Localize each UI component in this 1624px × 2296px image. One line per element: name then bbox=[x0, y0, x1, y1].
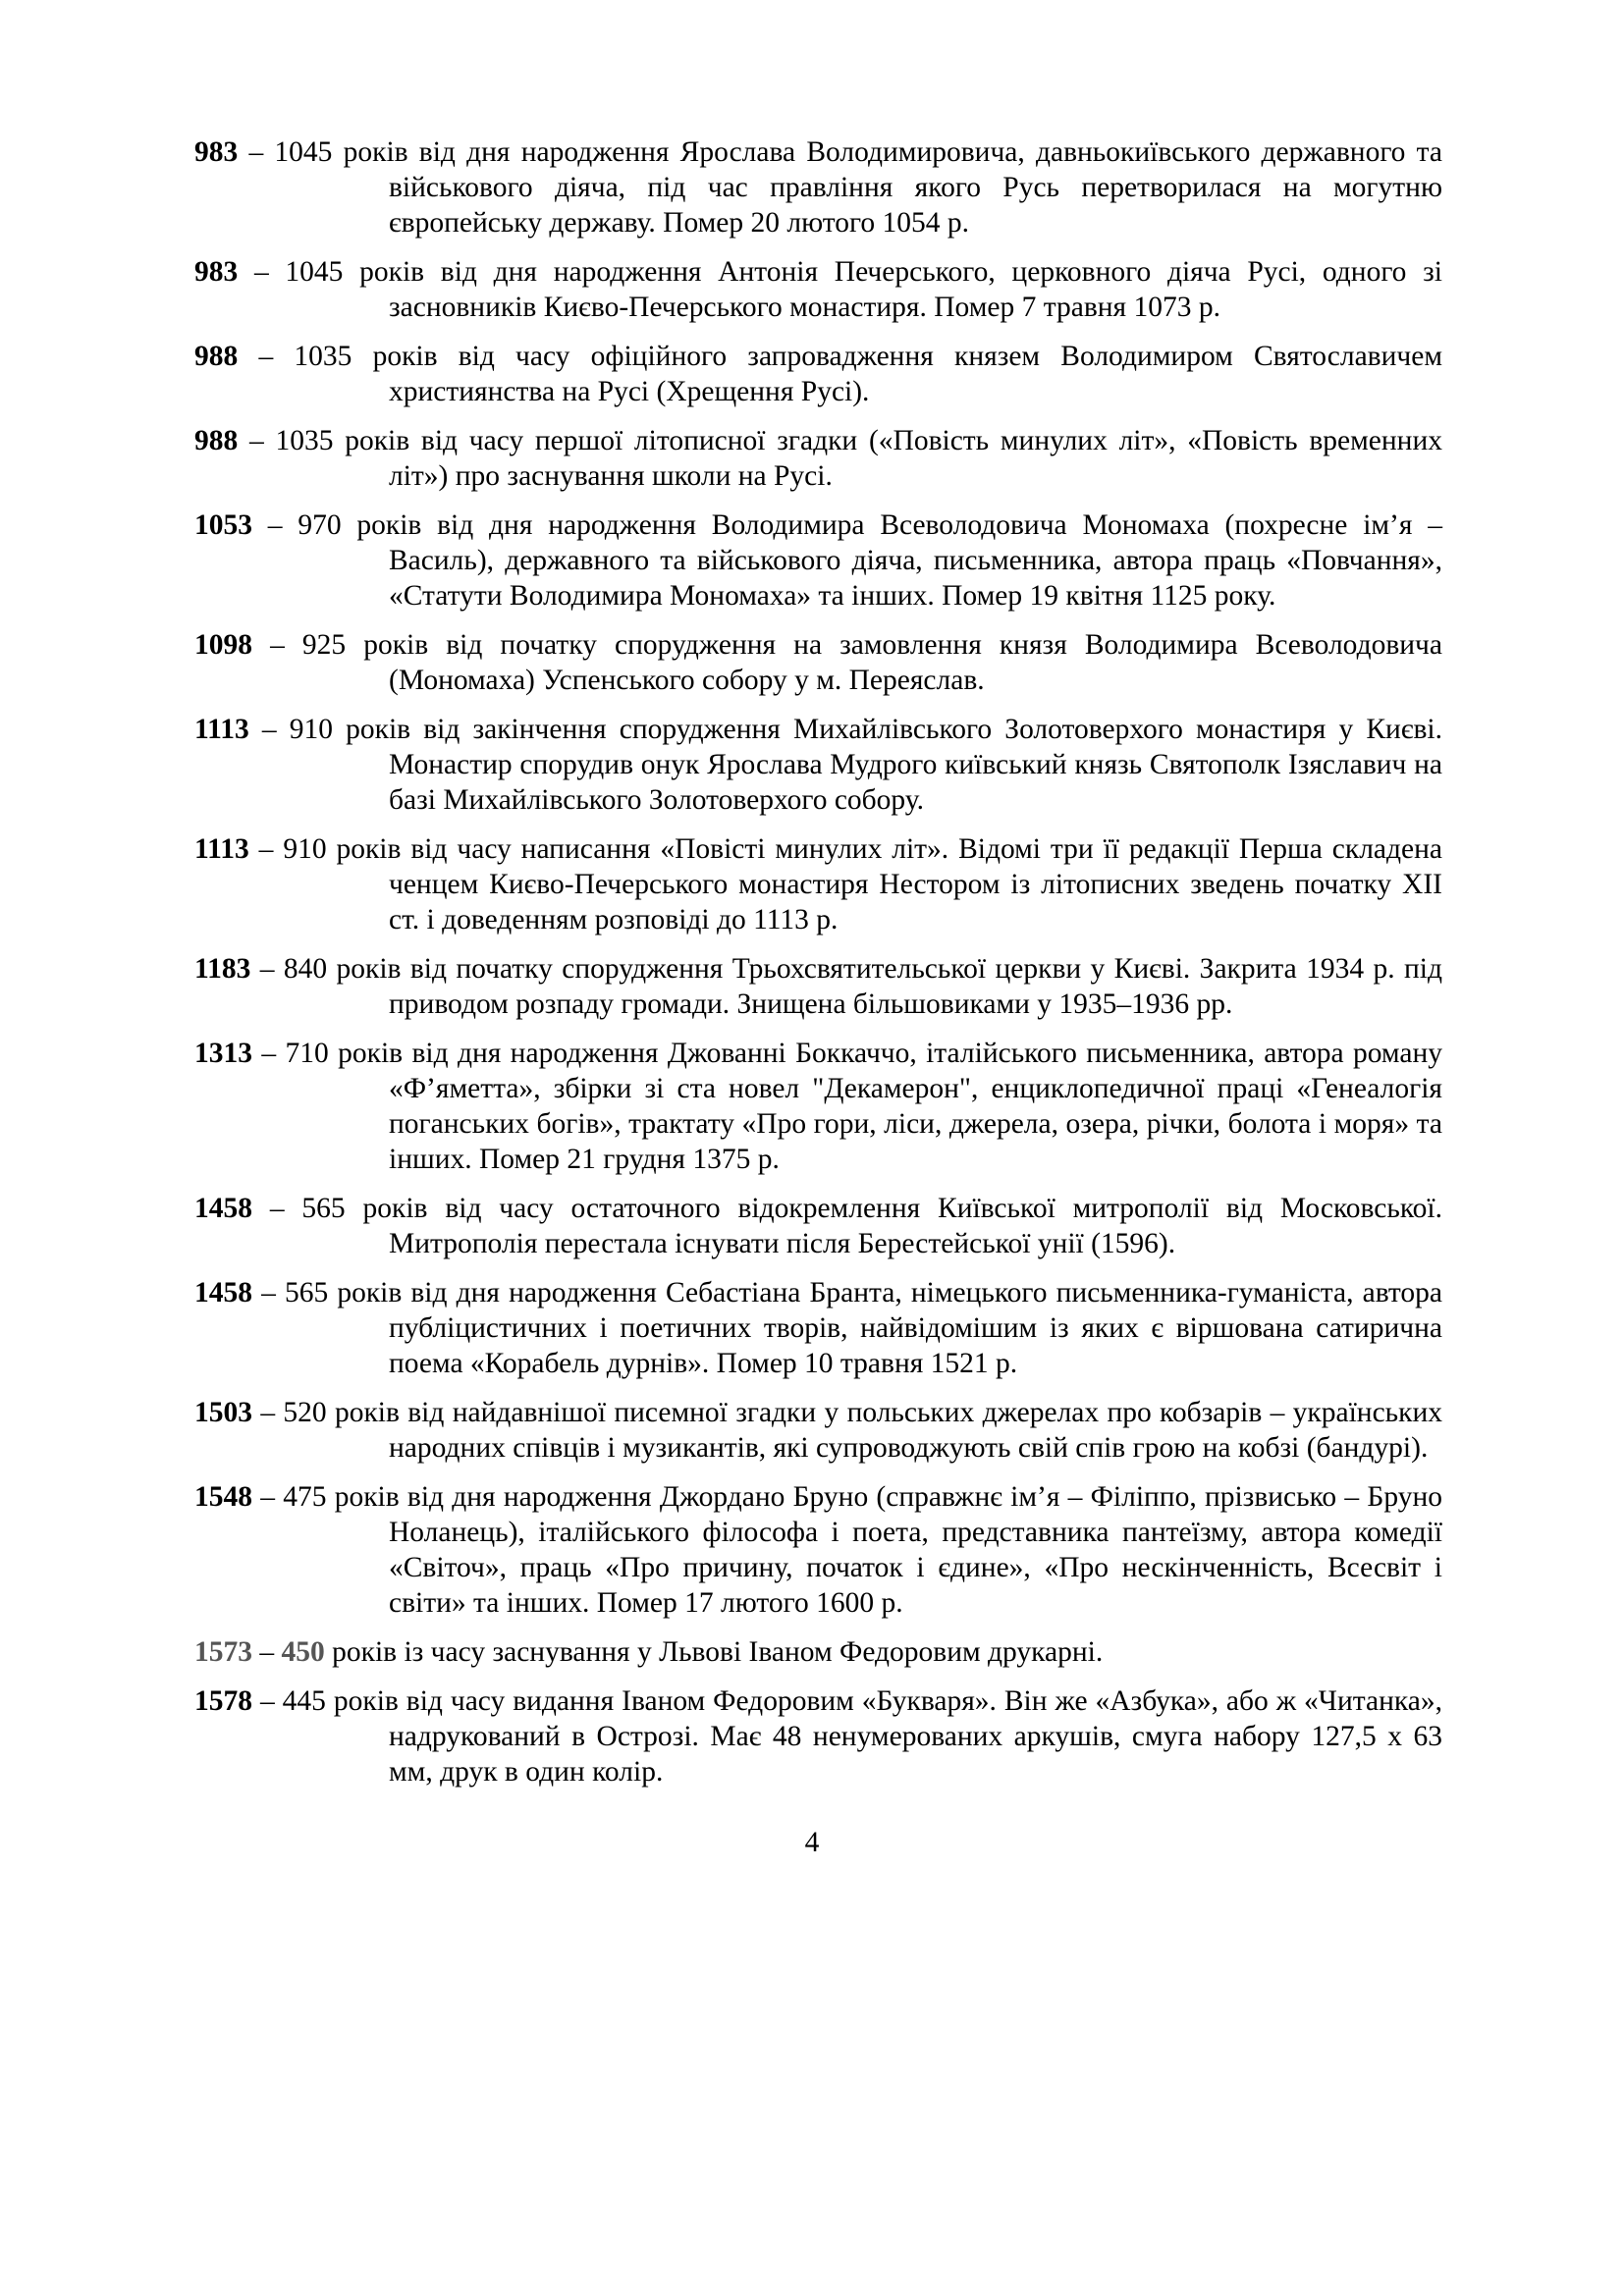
entry-year: 1053 bbox=[194, 509, 252, 541]
entry-text: – 710 років від дня народження Джованні Боккаччо, італійського письменника, автора роману «Ф’яметта», збірки зі ста новел "Декамерон", енциклопедичної праці «Генеалогія поганських богів», трактату «Про гори, ліси, джерела, озера, річки, болота і моря» та інших. Помер 21 грудня 1375 р. bbox=[252, 1038, 1442, 1175]
entry-year: 1458 bbox=[194, 1193, 252, 1224]
chronology-entry bbox=[194, 1683, 1442, 1789]
entry-year: 1113 bbox=[194, 714, 249, 745]
chronology-entry bbox=[194, 831, 1442, 937]
entry-dash: – bbox=[252, 1636, 282, 1668]
entry-year: 1548 bbox=[194, 1481, 252, 1513]
entry-text: – 1045 років від дня народження Антонія Печерського, церковного діяча Русі, одного зі засновників Києво-Печерського монастиря. Помер 7 травня 1073 р. bbox=[238, 256, 1442, 323]
entry-year: 1183 bbox=[194, 953, 251, 985]
chronology-entry bbox=[194, 1479, 1442, 1621]
chronology-entry bbox=[194, 951, 1442, 1022]
entry-text: – 565 років від дня народження Себастіана Бранта, німецького письменника-гуманіста, автора публіцистичних і поетичних творів, найвідомішим із яких є віршована сатирична поема «Корабель дурнів». Помер 10 травня 1521 р. bbox=[252, 1277, 1442, 1379]
entry-year: 988 bbox=[194, 341, 239, 372]
entry-text: – 910 років від часу написання «Повісті минулих літ». Відомі три її редакції Перша складена ченцем Києво-Печерського монастиря Нестором із літописних зведень початку XII ст. і доведенням розповіді до 1113 р. bbox=[248, 833, 1442, 935]
entry-text: – 520 років від найдавнішої писемної згадки у польських джерелах про кобзарів – українських народних співців і музикантів, які супроводжують свій спів грою на кобзі (бандурі). bbox=[252, 1397, 1442, 1464]
entry-year: 983 bbox=[194, 256, 239, 288]
chronology-entry bbox=[194, 1634, 1442, 1670]
chronology-entry bbox=[194, 507, 1442, 614]
chronology-entry bbox=[194, 254, 1442, 325]
chronology-entry bbox=[194, 423, 1442, 494]
chronology-entry bbox=[194, 134, 1442, 240]
chronology-entry bbox=[194, 339, 1442, 409]
chronology-entry bbox=[194, 1275, 1442, 1381]
chronology-entry bbox=[194, 712, 1442, 818]
entry-year: 1313 bbox=[194, 1038, 252, 1069]
entry-year: 1578 bbox=[194, 1685, 252, 1717]
entry-text: – 910 років від закінчення спорудження Михайлівського Золотоверхого монастиря у Києві. Монастир спорудив онук Ярослава Мудрого київський князь Святополк Ізяславич на базі Михайлівського Золотоверхого собору. bbox=[248, 714, 1442, 816]
entry-text: – 970 років від дня народження Володимира Всеволодовича Мономаха (похресне ім’я – Василь), державного та військового діяча, письменника, автора праць «Повчання», «Статути Володимира Мономаха» та інших. Помер 19 квітня 1125 року. bbox=[252, 509, 1442, 612]
entry-year: 1098 bbox=[194, 629, 252, 661]
entry-text: – 475 років від дня народження Джордано Бруно (справжнє ім’я – Філіппо, прізвисько – Бруно Ноланець), італійського філософа і поета, представника пантеїзму, автора комедії «Світоч», праць «Про причину, початок і єдине», «Про нескінченність, Всесвіт і світи» та інших. Помер 17 лютого 1600 р. bbox=[252, 1481, 1442, 1619]
entry-anniversary-number: 450 bbox=[281, 1636, 325, 1668]
entry-text: – 1035 років від часу першої літописної згадки («Повість минулих літ», «Повість временних літ») про заснування школи на Русі. bbox=[238, 425, 1442, 492]
chronology-entry bbox=[194, 1395, 1442, 1466]
entry-text: – 840 років від початку спорудження Трьохсвятительської церкви у Києві. Закрита 1934 р. під приводом розпаду громади. Знищена більшовиками у 1935–1936 рр. bbox=[250, 953, 1442, 1020]
chronology-entry bbox=[194, 1036, 1442, 1177]
entry-text: – 445 років від часу видання Іваном Федоровим «Букваря». Він же «Азбука», або ж «Читанка», надрукований в Острозі. Має 48 ненумерованих аркушів, смуга набору 127,5 х 63 мм, друк в один колір. bbox=[252, 1685, 1442, 1788]
entry-text: років із часу заснування у Львові Іваном Федоровим друкарні. bbox=[324, 1636, 1104, 1668]
entry-text: – 565 років від часу остаточного відокремлення Київської митрополії від Московської. Митрополія перестала існувати після Берестейської унії (1596). bbox=[252, 1193, 1442, 1259]
entry-text: – 1045 років від дня народження Ярослава Володимировича, давньокиївського державного та військового діяча, під час правління якого Русь перетворилася на могутню європейську державу. Помер 20 лютого 1054 р. bbox=[238, 136, 1442, 239]
entry-year: 1113 bbox=[194, 833, 249, 865]
entry-year: 988 bbox=[194, 425, 239, 456]
entry-year: 1503 bbox=[194, 1397, 252, 1428]
entry-year: 983 bbox=[194, 136, 239, 168]
entry-text: – 925 років від початку спорудження на замовлення князя Володимира Всеволодовича (Мономаха) Успенського собору у м. Переяслав. bbox=[252, 629, 1442, 696]
entry-text: – 1035 років від часу офіційного запровадження князем Володимиром Святославичем християнства на Русі (Хрещення Русі). bbox=[238, 341, 1442, 407]
chronology-entry bbox=[194, 627, 1442, 698]
document-body bbox=[194, 134, 1442, 1803]
page-number: 4 bbox=[804, 1827, 820, 1858]
entry-year: 1573 bbox=[194, 1636, 252, 1668]
chronology-entry bbox=[194, 1191, 1442, 1261]
entry-year: 1458 bbox=[194, 1277, 252, 1308]
